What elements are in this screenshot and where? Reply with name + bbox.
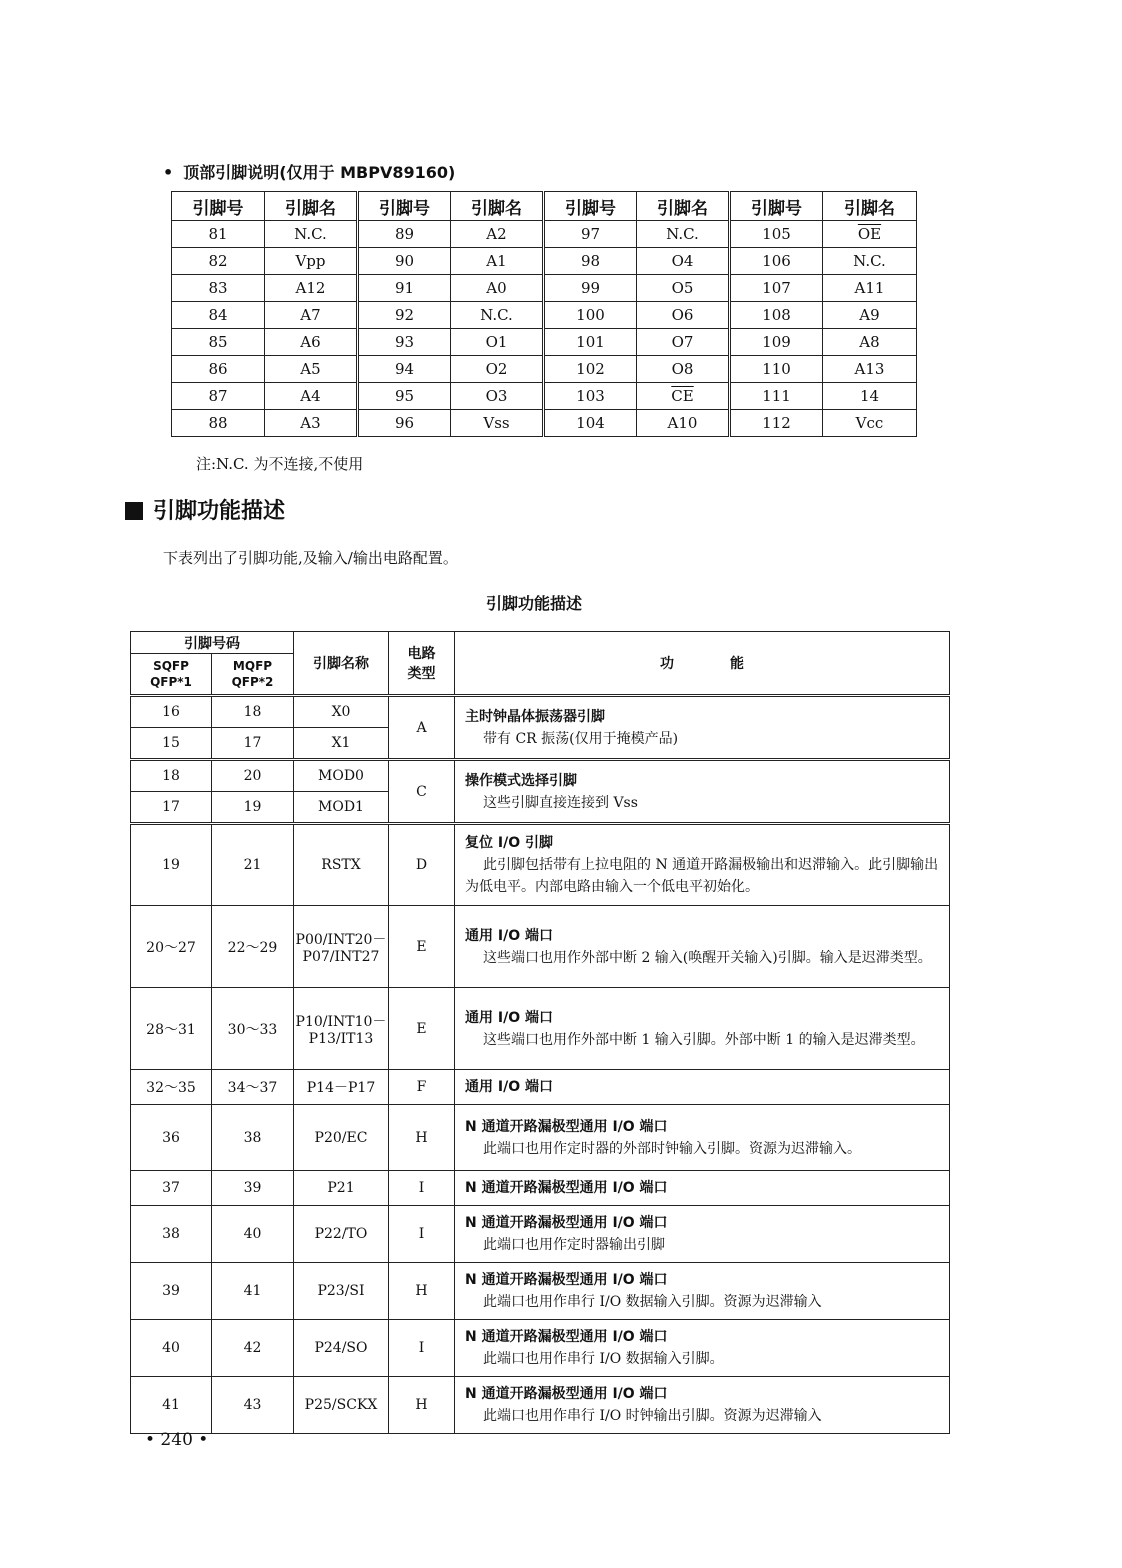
pin-number-cell (358, 302, 451, 329)
table-row (131, 988, 950, 1070)
mqfp-cell: 17 (212, 728, 294, 760)
cell-text: 92 (394, 306, 415, 324)
cell-text: 95 (394, 387, 415, 405)
cell-text: 103 (576, 387, 605, 405)
function-cell (455, 1377, 950, 1434)
function-desc: 此引脚包括带有上拉电阻的 N 通道开路漏极输出和迟滞输入。此引脚输出为低电平。内部电路由输入一个低电平初始化。 (465, 857, 939, 895)
pin-name-cell (637, 356, 730, 383)
sqfp-cell: 20～27 (131, 906, 212, 988)
pin-name-cell (637, 302, 730, 329)
mqfp-cell: 18 (212, 696, 294, 728)
header-mqfp (212, 654, 294, 696)
function-cell (455, 1070, 950, 1105)
pin-number-cell (544, 248, 637, 275)
pin-name-cell (451, 329, 544, 356)
sqfp-cell: 38 (131, 1206, 212, 1263)
cell-text: A6 (300, 333, 321, 351)
table-row (172, 221, 917, 248)
pin-name-cell: P20/EC (294, 1105, 389, 1171)
circuit-cell: E (389, 906, 455, 988)
cell-text: A13 (854, 360, 885, 378)
cell-text: A3 (300, 414, 321, 432)
pin-name-cell: X0 (294, 696, 389, 728)
function-title: N 通道开路漏极型通用 I/O 端口 (465, 1118, 668, 1135)
header-pin-number: 引脚号码 (131, 632, 294, 654)
cell-text: 112 (762, 414, 791, 432)
table-row (131, 1171, 950, 1206)
pin-number-cell (544, 356, 637, 383)
mqfp-cell: 22～29 (212, 906, 294, 988)
cell-text: 108 (762, 306, 791, 324)
pin-name-cell (451, 248, 544, 275)
cell-text: 87 (208, 387, 228, 405)
table-row (131, 824, 950, 906)
section-heading (125, 494, 285, 525)
function-title: 操作模式选择引脚 (465, 772, 577, 789)
mqfp-cell: 40 (212, 1206, 294, 1263)
pin-name-cell (637, 383, 730, 410)
cell-text: 105 (762, 225, 791, 243)
cell-text: O6 (671, 306, 694, 324)
cell-text: O7 (671, 333, 694, 351)
table-row (131, 1206, 950, 1263)
pin-name-cell: P22/TO (294, 1206, 389, 1263)
cell-text: O2 (485, 360, 508, 378)
circuit-cell: F (389, 1070, 455, 1105)
header-circuit-line2: 类型 (407, 666, 436, 682)
cell-text: A12 (295, 279, 326, 297)
function-title: N 通道开路漏极型通用 I/O 端口 (465, 1180, 668, 1196)
cell-text: 93 (394, 333, 415, 351)
top-pin-title-text: 顶部引脚说明(仅用于 MBPV89160) (183, 163, 456, 182)
cell-text: $\overline{OE}$ (857, 225, 882, 243)
function-cell (455, 696, 950, 760)
cell-text: 85 (208, 333, 228, 351)
function-cell (455, 760, 950, 824)
mqfp-cell: 19 (212, 792, 294, 824)
pin-name-cell (823, 329, 917, 356)
cell-text: A11 (854, 279, 885, 297)
table-row (172, 248, 917, 275)
cell-text: 86 (208, 360, 228, 378)
header-circuit-type (389, 632, 455, 696)
top-pin-table (171, 191, 917, 437)
pin-number-cell (544, 221, 637, 248)
pin-name-cell (451, 221, 544, 248)
pin-name-cell (451, 356, 544, 383)
header-sqfp (131, 654, 212, 696)
cell-text: 88 (208, 414, 228, 432)
function-title: 通用 I/O 端口 (465, 1079, 553, 1095)
pin-number-cell (544, 410, 637, 437)
pin-number-cell (358, 383, 451, 410)
square-bullet-icon (125, 502, 143, 520)
cell-text: A2 (486, 225, 507, 243)
header-function: 功 能 (455, 632, 950, 696)
pin-name-cell (451, 410, 544, 437)
pin-name-cell (265, 356, 358, 383)
sqfp-cell: 36 (131, 1105, 212, 1171)
cell-text: A10 (667, 414, 698, 432)
function-desc: 此端口也用作定时器的外部时钟输入引脚。资源为迟滞输入。 (483, 1140, 861, 1157)
table-row (131, 906, 950, 988)
pin-name-cell (265, 410, 358, 437)
pin-name-cell (637, 248, 730, 275)
cell-text: 14 (859, 387, 880, 405)
pin-name-cell (451, 302, 544, 329)
circuit-cell: H (389, 1377, 455, 1434)
header-circuit-line1: 电路 (407, 646, 436, 662)
cell-text: 96 (394, 414, 415, 432)
cell-text: 90 (394, 252, 415, 270)
pin-number-cell (172, 383, 265, 410)
cell-text: A4 (300, 387, 321, 405)
cell-text: N.C. (294, 225, 327, 243)
pin-number-cell (730, 329, 823, 356)
table-row (172, 356, 917, 383)
pin-name-cell (451, 275, 544, 302)
header-pin-name-col: 引脚名称 (294, 632, 389, 696)
pin-number-cell (730, 275, 823, 302)
function-desc: 这些端口也用作外部中断 1 输入引脚。外部中断 1 的输入是迟滞类型。 (483, 1031, 925, 1048)
table-row (131, 1320, 950, 1377)
pin-number-cell (358, 221, 451, 248)
function-title: N 通道开路漏极型通用 I/O 端口 (465, 1329, 668, 1345)
cell-text: N.C. (666, 225, 699, 243)
cell-text: 107 (762, 279, 791, 297)
top-pin-header-row (172, 192, 917, 221)
sqfp-cell: 32～35 (131, 1070, 212, 1105)
function-cell (455, 1263, 950, 1320)
cell-text: 110 (762, 360, 791, 378)
table-row (172, 275, 917, 302)
function-cell (455, 1105, 950, 1171)
pin-name-cell (823, 383, 917, 410)
function-desc: 此端口也用作定时器输出引脚 (483, 1237, 665, 1253)
mqfp-cell: 34～37 (212, 1070, 294, 1105)
circuit-cell: I (389, 1320, 455, 1377)
mqfp-cell: 30～33 (212, 988, 294, 1070)
function-cell (455, 1320, 950, 1377)
pin-number-cell (172, 248, 265, 275)
pin-number-cell (172, 410, 265, 437)
mqfp-cell: 38 (212, 1105, 294, 1171)
function-title: N 通道开路漏极型通用 I/O 端口 (465, 1215, 668, 1231)
sqfp-cell: 16 (131, 696, 212, 728)
function-desc: 这些引脚直接连接到 Vss (483, 794, 638, 811)
pin-name-cell (637, 410, 730, 437)
header-mqfp-line1: MQFP (232, 659, 273, 673)
pin-name-cell: P00/INT20－P07/INT27 (294, 906, 389, 988)
function-cell (455, 1206, 950, 1263)
pin-name-cell (823, 410, 917, 437)
cell-text: 89 (394, 225, 415, 243)
pin-number-cell (358, 248, 451, 275)
header-mqfp-line2: QFP*2 (231, 675, 274, 689)
pin-number-cell (544, 275, 637, 302)
cell-text: 111 (762, 387, 791, 405)
mqfp-cell: 43 (212, 1377, 294, 1434)
pin-name-cell: P25/SCKX (294, 1377, 389, 1434)
header-sqfp-line1: SQFP (153, 659, 189, 673)
table-row (131, 1070, 950, 1105)
circuit-cell: E (389, 988, 455, 1070)
pin-number-cell (730, 356, 823, 383)
cell-text: 100 (576, 306, 605, 324)
mqfp-cell: 39 (212, 1171, 294, 1206)
pin-name-cell: P21 (294, 1171, 389, 1206)
mqfp-cell: 20 (212, 760, 294, 792)
function-cell (455, 824, 950, 906)
circuit-cell: I (389, 1171, 455, 1206)
table-row (131, 1263, 950, 1320)
function-desc: 此端口也用作串行 I/O 数据输入引脚。资源为迟滞输入 (483, 1294, 822, 1310)
function-desc: 此端口也用作串行 I/O 数据输入引脚。 (483, 1351, 724, 1367)
circuit-cell: I (389, 1206, 455, 1263)
cell-text: 83 (208, 279, 228, 297)
pin-number-cell (172, 302, 265, 329)
pin-name-cell: P24/SO (294, 1320, 389, 1377)
cell-text: A9 (859, 306, 880, 324)
pin-name-cell (823, 275, 917, 302)
pin-function-table (130, 631, 950, 1434)
circuit-cell: C (389, 760, 455, 824)
pin-name-cell: X1 (294, 728, 389, 760)
cell-text: A7 (300, 306, 321, 324)
function-title: N 通道开路漏极型通用 I/O 端口 (465, 1386, 668, 1402)
table-row (131, 1377, 950, 1434)
function-title: 通用 I/O 端口 (465, 1009, 553, 1026)
pin-name-cell (823, 248, 917, 275)
header-pin-no: 引脚号 (358, 192, 451, 221)
sqfp-cell: 39 (131, 1263, 212, 1320)
pin-name-cell: P10/INT10－P13/IT13 (294, 988, 389, 1070)
cell-text: A0 (486, 279, 507, 297)
cell-text: 81 (208, 225, 228, 243)
function-desc: 此端口也用作串行 I/O 时钟输出引脚。资源为迟滞输入 (483, 1408, 822, 1424)
table-row (131, 1105, 950, 1171)
pin-number-cell (730, 221, 823, 248)
sqfp-cell: 15 (131, 728, 212, 760)
circuit-cell: H (389, 1105, 455, 1171)
pin-name-cell: MOD0 (294, 760, 389, 792)
function-cell (455, 1171, 950, 1206)
circuit-cell: H (389, 1263, 455, 1320)
function-desc: 这些端口也用作外部中断 2 输入(唤醒开关输入)引脚。输入是迟滞类型。 (483, 949, 932, 966)
pin-number-cell (358, 329, 451, 356)
sqfp-cell: 28～31 (131, 988, 212, 1070)
function-cell (455, 906, 950, 988)
cell-text: A1 (486, 252, 507, 270)
pin-name-cell (823, 356, 917, 383)
table-row (172, 383, 917, 410)
cell-text: 104 (576, 414, 605, 432)
table-caption: 引脚功能描述 (486, 594, 583, 613)
pin-name-cell: MOD1 (294, 792, 389, 824)
circuit-cell: D (389, 824, 455, 906)
pin-name-cell (823, 221, 917, 248)
cell-text: 101 (576, 333, 605, 351)
pin-name-cell (265, 221, 358, 248)
pin-number-cell (358, 275, 451, 302)
pin-number-cell (544, 383, 637, 410)
header-pin-name: 引脚名 (265, 192, 358, 221)
header-pin-no: 引脚号 (544, 192, 637, 221)
cell-text: 99 (580, 279, 601, 297)
cell-text: O1 (485, 333, 508, 351)
table-row (172, 329, 917, 356)
section-heading-text: 引脚功能描述 (153, 499, 286, 524)
cell-text: 94 (394, 360, 415, 378)
bullet: • (163, 163, 174, 182)
sqfp-cell: 17 (131, 792, 212, 824)
pin-name-cell (637, 329, 730, 356)
pin-name-cell (265, 275, 358, 302)
cell-text: A8 (859, 333, 880, 351)
cell-text: 98 (580, 252, 601, 270)
nc-note: 注:N.C. 为不连接,不使用 (196, 455, 364, 473)
pin-name-cell (451, 383, 544, 410)
top-pin-title (163, 160, 455, 183)
pin-name-cell (823, 302, 917, 329)
header-pin-name: 引脚名 (637, 192, 730, 221)
pin-number-cell (730, 383, 823, 410)
pin-number-cell (172, 275, 265, 302)
cell-text: 97 (580, 225, 601, 243)
pin-number-cell (730, 410, 823, 437)
pin-name-cell (265, 329, 358, 356)
function-title: 复位 I/O 引脚 (465, 835, 553, 851)
table-row (172, 410, 917, 437)
cell-text: Vpp (295, 252, 326, 270)
mqfp-cell: 21 (212, 824, 294, 906)
function-title: N 通道开路漏极型通用 I/O 端口 (465, 1272, 668, 1288)
circuit-cell: A (389, 696, 455, 760)
cell-text: 91 (394, 279, 415, 297)
function-cell (455, 988, 950, 1070)
func-header-row-1 (131, 632, 950, 654)
header-pin-no: 引脚号 (730, 192, 823, 221)
cell-text: 84 (208, 306, 228, 324)
table-row (172, 302, 917, 329)
pin-number-cell (544, 302, 637, 329)
pin-name-cell: P23/SI (294, 1263, 389, 1320)
pin-name-cell: RSTX (294, 824, 389, 906)
sqfp-cell: 40 (131, 1320, 212, 1377)
pin-number-cell (358, 356, 451, 383)
pin-name-cell: P14－P17 (294, 1070, 389, 1105)
function-desc: 带有 CR 振荡(仅用于掩模产品) (483, 730, 679, 747)
pin-number-cell (172, 221, 265, 248)
cell-text: 82 (208, 252, 228, 270)
cell-text: N.C. (853, 252, 886, 270)
pin-name-cell (637, 221, 730, 248)
mqfp-cell: 42 (212, 1320, 294, 1377)
page-number: • 240 • (145, 1430, 209, 1450)
cell-text: O3 (485, 387, 508, 405)
pin-name-cell (265, 248, 358, 275)
cell-text: O8 (671, 360, 694, 378)
mqfp-cell: 41 (212, 1263, 294, 1320)
sqfp-cell: 18 (131, 760, 212, 792)
cell-text: 102 (576, 360, 605, 378)
cell-text: O5 (671, 279, 694, 297)
pin-name-cell (265, 302, 358, 329)
pin-number-cell (172, 329, 265, 356)
pin-number-cell (544, 329, 637, 356)
pin-number-cell (730, 248, 823, 275)
table-row (131, 760, 950, 792)
cell-text: 106 (762, 252, 791, 270)
table-row (131, 696, 950, 728)
pin-name-cell (637, 275, 730, 302)
cell-text: A5 (300, 360, 321, 378)
pin-number-cell (730, 302, 823, 329)
section-intro: 下表列出了引脚功能,及输入/输出电路配置。 (163, 549, 458, 567)
header-pin-name: 引脚名 (823, 192, 917, 221)
header-pin-name: 引脚名 (451, 192, 544, 221)
pin-number-cell (358, 410, 451, 437)
cell-text: O4 (671, 252, 694, 270)
cell-text: N.C. (480, 306, 513, 324)
pin-name-cell (265, 383, 358, 410)
pin-number-cell (172, 356, 265, 383)
cell-text: Vcc (855, 414, 884, 432)
function-title: 主时钟晶体振荡器引脚 (465, 708, 605, 725)
sqfp-cell: 41 (131, 1377, 212, 1434)
cell-text: 109 (762, 333, 791, 351)
sqfp-cell: 19 (131, 824, 212, 906)
sqfp-cell: 37 (131, 1171, 212, 1206)
cell-text: Vss (483, 414, 510, 432)
function-title: 通用 I/O 端口 (465, 927, 553, 944)
cell-text: $\overline{CE}$ (671, 387, 694, 405)
header-sqfp-line2: QFP*1 (150, 675, 192, 689)
header-pin-no: 引脚号 (172, 192, 265, 221)
